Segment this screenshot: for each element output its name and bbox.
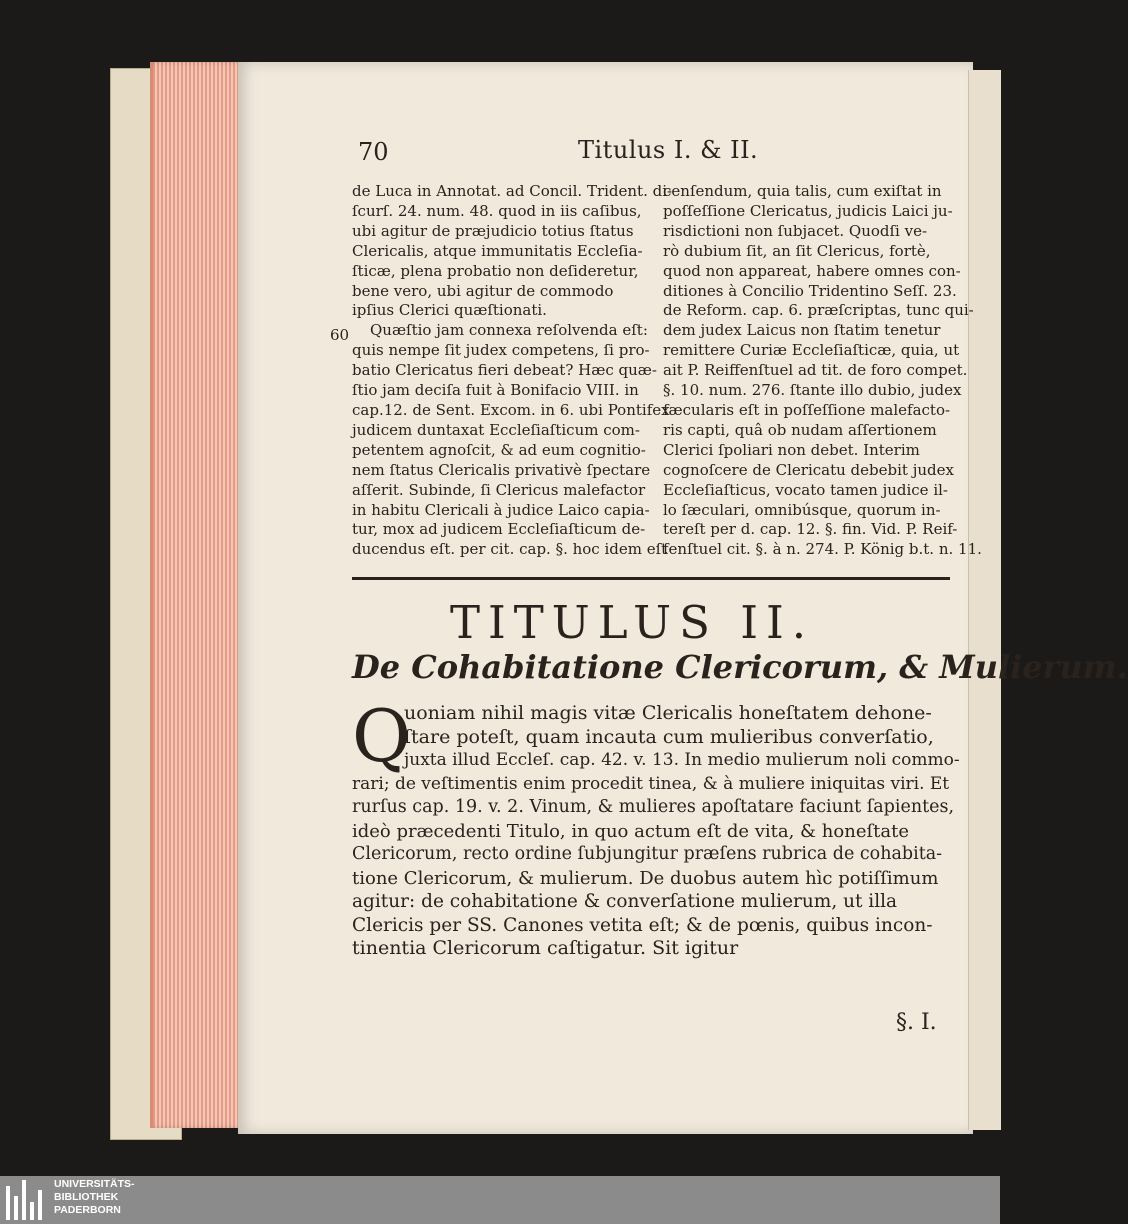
text-line: ubi agitur de præjudicio totius ſtatus <box>352 221 634 240</box>
text-line: cap.12. de Sent. Excom. in 6. ubi Pontifex <box>352 400 670 419</box>
text-line: quod non appareat, habere omnes con- <box>663 261 961 280</box>
text-line: Clericalis, atque immunitatis Eccleſia- <box>352 241 643 260</box>
library-name: UNIVERSITÄTS- BIBLIOTHEK PADERBORN <box>54 1178 135 1216</box>
text-line: de Reform. cap. 6. præſcriptas, tunc qui- <box>663 301 974 320</box>
text-line: juxta illud Eccleſ. cap. 42. v. 13. In medio mulierum noli commo- <box>404 750 960 770</box>
text-line: tereſt per d. cap. 12. §. fin. Vid. P. Reif- <box>663 520 958 539</box>
text-line: Clericorum, recto ordine ſubjungitur præſens rubrica de cohabita- <box>352 844 943 864</box>
section-subtitle: De Cohabitatione Clericorum, & Mulierum. <box>352 648 1128 686</box>
left-column <box>352 182 672 560</box>
text-line: tinentia Clericorum caſtigatur. Sit igitur <box>352 937 739 959</box>
drop-cap: Q <box>352 694 412 778</box>
text-line: ditiones à Concilio Tridentino Seſſ. 23. <box>663 281 957 300</box>
library-footer <box>0 1176 1000 1224</box>
section-title: TITULUS II. <box>450 596 815 649</box>
text-line: agitur: de cohabitatione & converſatione mulierum, ut illa <box>352 891 898 912</box>
right-column <box>663 182 982 560</box>
text-line: dem judex Laicus non ſtatim tenetur <box>663 321 941 340</box>
text-line: fenſtuel cit. §. à n. 274. P. König b.t. n. 11. <box>663 540 982 559</box>
text-line: de Luca in Annotat. ad Concil. Trident. di- <box>352 182 673 200</box>
paragraph-mark: §. I. <box>896 1010 937 1035</box>
text-line: aſſerit. Subinde, ſi Clericus malefactor <box>352 480 646 499</box>
text-line: rurſus cap. 19. v. 2. Vinum, & mulieres apoſtatare faciunt ſapientes, <box>352 797 955 817</box>
text-line: poſſeſſione Clericatus, judicis Laici ju- <box>663 201 953 220</box>
text-line: uoniam nihil magis vitæ Clericalis honeſtatem dehone- <box>404 702 932 724</box>
text-line: nem ſtatus Clericalis privativè ſpectare <box>352 460 651 479</box>
text-line: §. 10. num. 276. ſtante illo dubio, judex <box>663 381 962 400</box>
text-line: risdictioni non ſubjacet. Quodſi ve- <box>663 221 928 240</box>
text-line: remittere Curiæ Eccleſiaſticæ, quia, ut <box>663 341 960 360</box>
text-line: tione Clericorum, & mulierum. De duobus autem hìc potiſſimum <box>352 867 939 889</box>
text-line: ideò præcedenti Titulo, in quo actum eſt de vita, & honeſtate <box>352 820 909 842</box>
text-line: lo ſæculari, omnibúsque, quorum in- <box>663 500 941 519</box>
text-line: ſtio jam deciſa fuit à Bonifacio VIII. in <box>352 381 639 400</box>
text-line: ipſius Clerici quæſtionati. <box>352 301 547 320</box>
text-line: petentem agnoſcit, & ad eum cognitio- <box>352 440 646 459</box>
text-line: cenſendum, quia talis, cum exiſtat in <box>663 182 942 200</box>
text-line: rari; de veſtimentis enim procedit tinea, & à muliere iniquitas viri. Et <box>352 773 950 794</box>
text-line: in habitu Clericali à judice Laico capia- <box>352 500 650 519</box>
text-line: judicem duntaxat Eccleſiaſticum com- <box>352 420 640 439</box>
page-number: 70 <box>358 138 389 166</box>
text-line: ſcurſ. 24. num. 48. quod in iis caſibus, <box>352 201 642 220</box>
text-line: cognoſcere de Clericatu debebit judex <box>663 460 954 479</box>
text-line: Clerici ſpoliari non debet. Interim <box>663 440 920 459</box>
text-line: ris capti, quâ ob nudam aſſertionem <box>663 420 937 439</box>
text-line: ait P. Reiffenſtuel ad tit. de foro compet. <box>663 361 968 380</box>
text-line: ſticæ, plena probatio non deſideretur, <box>352 261 639 280</box>
text-line: Clericis per SS. Canones vetita eſt; & de pœnis, quibus incon- <box>352 914 933 936</box>
section-divider <box>352 577 950 580</box>
text-line: ſæcularis eſt in poſſeſſione malefacto- <box>663 400 951 419</box>
text-line: ſtare poteſt, quam incauta cum mulieribus converſatio, <box>404 725 934 748</box>
text-line: Quæſtio jam connexa reſolvenda eſt: <box>370 321 648 340</box>
text-line: ducendus eſt. per cit. cap. §. hoc idem eſt <box>352 540 668 559</box>
page-edges <box>150 62 251 1128</box>
running-head: Titulus I. & II. <box>578 136 759 164</box>
text-line: rò dubium ſit, an ſit Clericus, fortè, <box>663 241 931 260</box>
text-line: batio Clericatus fieri debeat? Hæc quæ- <box>352 361 657 380</box>
body-text <box>352 694 960 961</box>
margin-number: 60 <box>330 326 350 344</box>
text-line: tur, mox ad judicem Eccleſiaſticum de- <box>352 520 646 539</box>
text-line: bene vero, ubi agitur de commodo <box>352 281 614 300</box>
text-line: quis nempe ſit judex competens, ſi pro- <box>352 341 650 360</box>
library-logo-icon <box>6 1180 46 1220</box>
text-line: Eccleſiaſticus, vocato tamen judice il- <box>663 480 948 499</box>
